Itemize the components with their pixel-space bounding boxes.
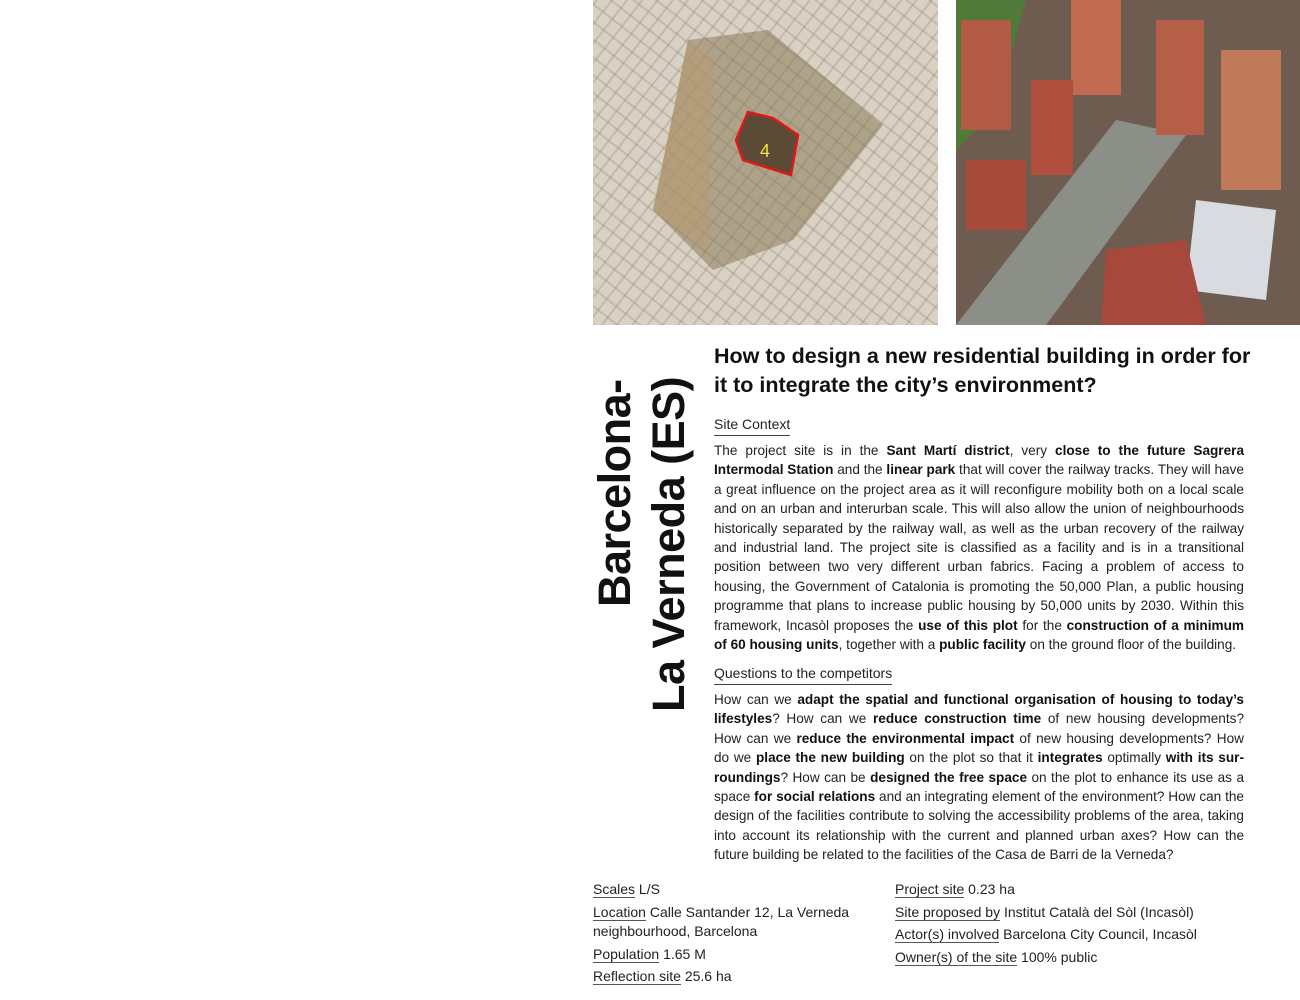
tower-1	[961, 20, 1011, 130]
fact-site-proposed-by: Site proposed by Institut Català del Sòl (Incasòl)	[895, 904, 1194, 920]
site-context-paragraph: The project site is in the Sant Martí district, very close to the future Sagrera Intermodal Station and the linear park that will cover the railway tracks. They will have a great influence on the project area as it will reconfigure mobility both on a local scale and on an urban and interurban scale. This will also allow the union of neighbourhoods historically separated by the railway wall, as well as the urban recovery of the railway and industrial land. The project site is classified as a facility and is in a transitional position between two very different urban fabrics. Facing a problem of access to housing, the Government of Catalonia is promoting the 50,000 Plan, a public housing programme that plans to increase public housing by 50,000 units by 2030. Within this framework, Incasòl proposes the use of this plot for the construction of a minimum of 60 housing units, together with a public facility on the ground floor of the building.	[714, 443, 1245, 653]
site-map-image	[593, 0, 938, 325]
fact-location: Location Calle Santander 12, La Verneda neighbourhood, Barcelona	[593, 904, 850, 939]
tower-5	[1031, 80, 1073, 175]
questions-label: Questions to the competitors	[714, 663, 892, 685]
fact-reflection-site: Reflection site 25.6 ha	[593, 968, 732, 984]
page-title	[588, 332, 696, 712]
map-marker-label: 4	[759, 141, 771, 161]
tower-2	[1071, 0, 1121, 95]
aerial-photo-image	[956, 0, 1300, 325]
tower-4	[1221, 50, 1281, 190]
fact-owners: Owner(s) of the site 100% public	[895, 949, 1098, 965]
aerial-photo-graphic	[956, 0, 1300, 325]
site-context-label: Site Context	[714, 414, 790, 436]
fact-project-site: Project site 0.23 ha	[895, 881, 1015, 897]
title-line-2: La Verneda (ES)	[643, 376, 694, 712]
main-question: How to design a new residential building in order for it to integrate the city’s environment?	[714, 344, 1251, 397]
tower-3	[1156, 20, 1204, 135]
fact-population: Population 1.65 M	[593, 946, 706, 962]
fact-scales: Scales L/S	[593, 881, 660, 897]
site-map-graphic	[593, 0, 938, 325]
tower-6	[966, 160, 1026, 230]
white-building	[1186, 200, 1276, 300]
title-line-1: Barcelona-	[589, 379, 640, 607]
questions-paragraph: How can we adapt the spatial and functional organisation of housing to today’s lifestyles? How can we reduce construction time of new housing developments? How can we reduce the environmental impact of new housing developments? How do we place the new building on the plot so that it integrates optimally with its surroundings? How can be designed the free space on the plot to enhance its use as a space for social relations and an integrating element of the environment? How can the design of the facilities contribute to solving the accessibility problems of the area, taking into account its relationship with the current and planned urban axes? How can the future building be related to the facilities of the Casa de Barri de la Verneda?	[714, 692, 1245, 863]
fact-actors-involved: Actor(s) involved Barcelona City Council, Incasòl	[895, 926, 1197, 942]
